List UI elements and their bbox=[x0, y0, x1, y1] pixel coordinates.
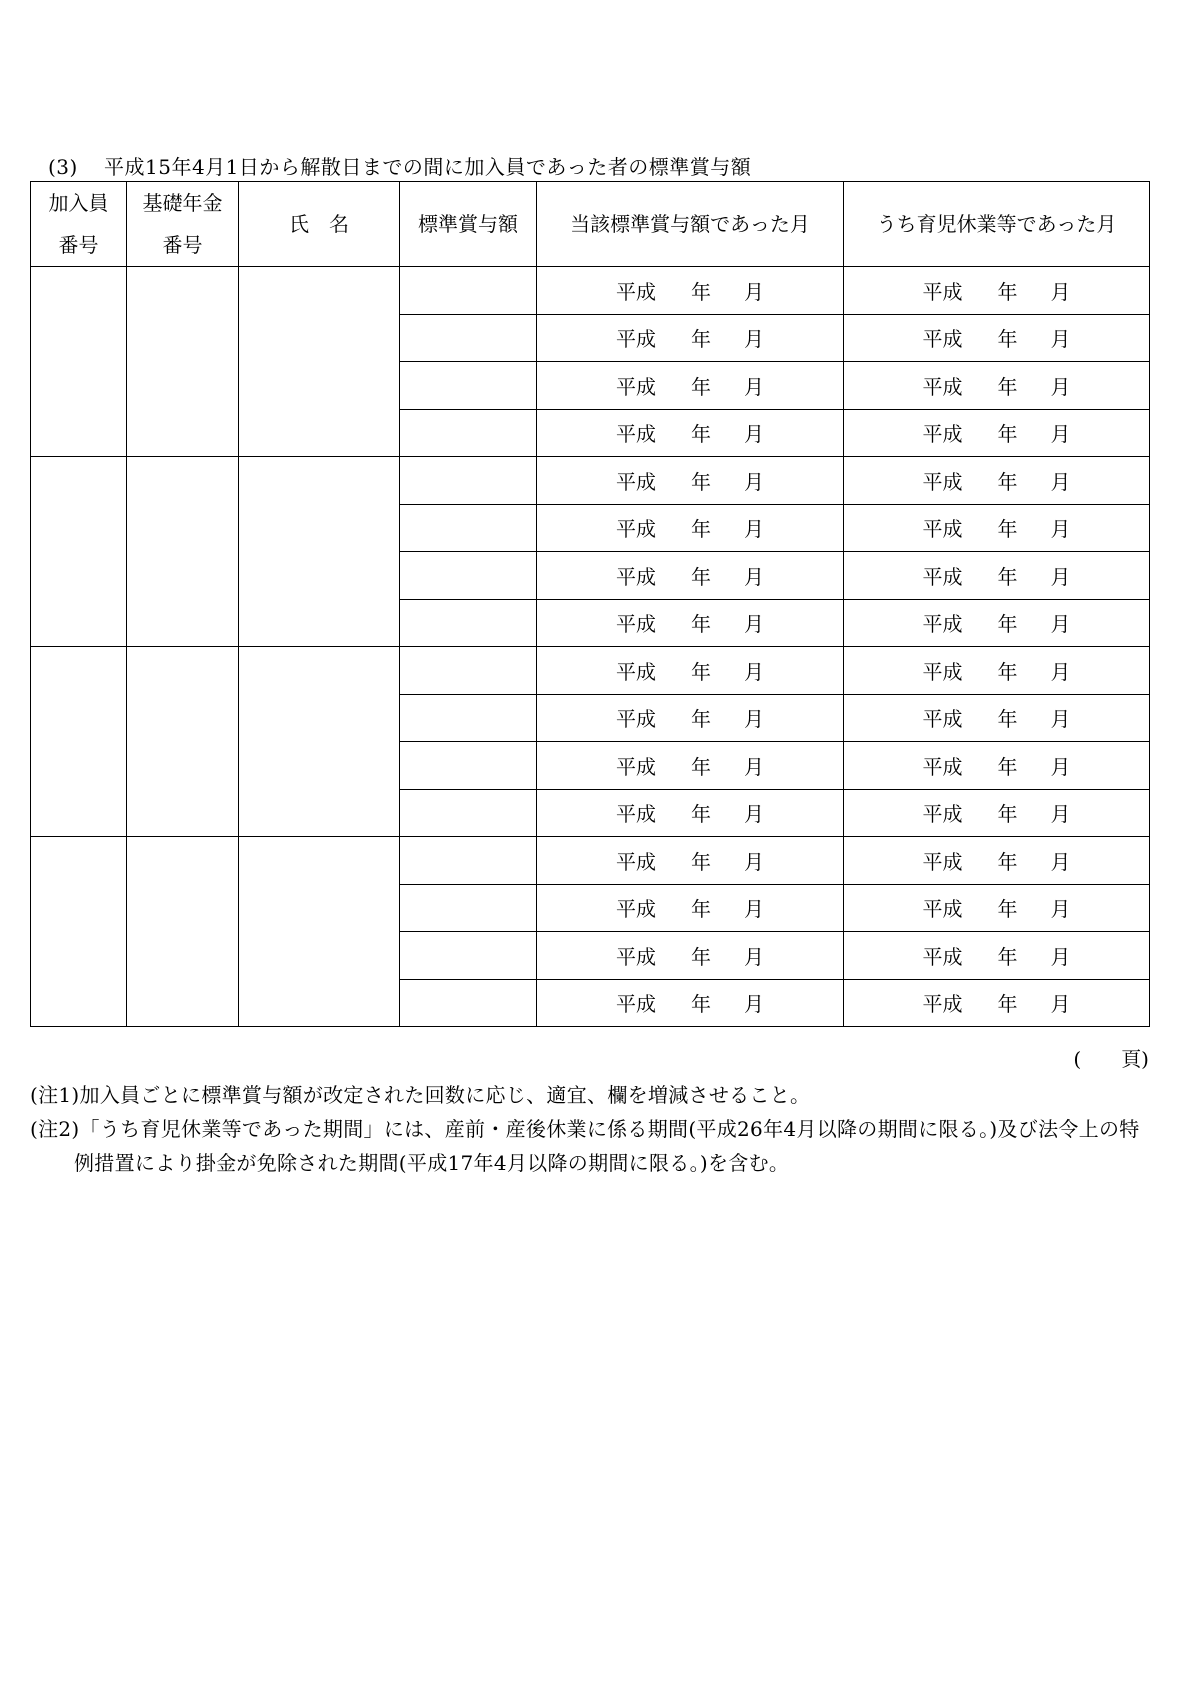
table-row bbox=[31, 457, 1150, 505]
bonus-month-cell[interactable] bbox=[537, 789, 844, 837]
bonus-month-cell[interactable] bbox=[537, 504, 844, 552]
member-number-cell[interactable] bbox=[31, 837, 127, 1027]
section-heading bbox=[48, 151, 751, 180]
member-number-cell[interactable] bbox=[31, 647, 127, 837]
date-year-label: 年 bbox=[691, 659, 711, 684]
date-year-label: 年 bbox=[691, 279, 711, 304]
date-year-label: 年 bbox=[997, 897, 1018, 922]
date-year-label: 年 bbox=[997, 944, 1018, 969]
pension-number-cell[interactable] bbox=[127, 267, 239, 457]
bonus-month-cell[interactable] bbox=[537, 457, 844, 505]
date-year-label: 年 bbox=[691, 374, 711, 399]
bonus-month-cell[interactable] bbox=[537, 647, 844, 695]
date-era-label: 平成 bbox=[922, 612, 963, 637]
header-member-number-line2: 番号 bbox=[58, 233, 99, 257]
date-year-label: 年 bbox=[997, 327, 1018, 352]
bonus-amount-cell[interactable] bbox=[400, 837, 537, 885]
date-month-label: 月 bbox=[744, 849, 764, 874]
date-era-label: 平成 bbox=[922, 849, 963, 874]
bonus-amount-cell[interactable] bbox=[400, 267, 537, 315]
bonus-amount-cell[interactable] bbox=[400, 932, 537, 980]
date-year-label: 年 bbox=[997, 849, 1018, 874]
bonus-amount-cell[interactable] bbox=[400, 789, 537, 837]
date-era-label: 平成 bbox=[616, 517, 656, 542]
date-era-label: 平成 bbox=[616, 564, 656, 589]
date-year-label: 年 bbox=[997, 469, 1018, 494]
date-year-label: 年 bbox=[997, 564, 1018, 589]
leave-month-cell[interactable] bbox=[844, 504, 1150, 552]
date-year-label: 年 bbox=[997, 374, 1018, 399]
date-month-label: 月 bbox=[744, 327, 764, 352]
date-month-label: 月 bbox=[1050, 374, 1071, 399]
date-era-label: 平成 bbox=[616, 422, 656, 447]
date-month-label: 月 bbox=[1050, 659, 1071, 684]
pension-number-cell[interactable] bbox=[127, 837, 239, 1027]
header-bonus-amount: 標準賞与額 bbox=[400, 182, 537, 267]
date-era-label: 平成 bbox=[616, 707, 656, 732]
header-bonus-month: 当該標準賞与額であった月 bbox=[537, 182, 844, 267]
date-year-label: 年 bbox=[997, 754, 1018, 779]
notes bbox=[30, 1078, 1155, 1180]
date-year-label: 年 bbox=[997, 802, 1018, 827]
date-era-label: 平成 bbox=[616, 374, 656, 399]
date-year-label: 年 bbox=[997, 517, 1018, 542]
date-era-label: 平成 bbox=[922, 897, 963, 922]
date-year-label: 年 bbox=[997, 422, 1018, 447]
leave-month-cell[interactable] bbox=[844, 362, 1150, 410]
page-number-close: 頁) bbox=[1121, 1047, 1149, 1071]
date-era-label: 平成 bbox=[922, 422, 963, 447]
date-era-label: 平成 bbox=[616, 279, 656, 304]
table-row bbox=[31, 267, 1150, 315]
date-year-label: 年 bbox=[691, 564, 711, 589]
bonus-month-cell[interactable] bbox=[537, 884, 844, 932]
header-member-number bbox=[31, 182, 127, 267]
date-year-label: 年 bbox=[997, 279, 1018, 304]
date-month-label: 月 bbox=[1050, 754, 1071, 779]
date-year-label: 年 bbox=[691, 992, 711, 1017]
date-era-label: 平成 bbox=[616, 612, 656, 637]
date-month-label: 月 bbox=[1050, 612, 1071, 637]
date-month-label: 月 bbox=[1050, 802, 1071, 827]
name-cell[interactable] bbox=[239, 647, 400, 837]
leave-month-cell[interactable] bbox=[844, 789, 1150, 837]
header-name: 氏 名 bbox=[239, 182, 400, 267]
bonus-month-cell[interactable] bbox=[537, 932, 844, 980]
date-month-label: 月 bbox=[744, 659, 764, 684]
page-number bbox=[1073, 1043, 1149, 1072]
date-year-label: 年 bbox=[691, 469, 711, 494]
date-era-label: 平成 bbox=[922, 279, 963, 304]
date-era-label: 平成 bbox=[922, 707, 963, 732]
date-month-label: 月 bbox=[744, 802, 764, 827]
date-era-label: 平成 bbox=[922, 564, 963, 589]
date-month-label: 月 bbox=[1050, 564, 1071, 589]
bonus-amount-cell[interactable] bbox=[400, 979, 537, 1027]
pension-number-cell[interactable] bbox=[127, 647, 239, 837]
leave-month-cell[interactable] bbox=[844, 552, 1150, 600]
date-era-label: 平成 bbox=[922, 374, 963, 399]
date-year-label: 年 bbox=[997, 707, 1018, 732]
bonus-month-cell[interactable] bbox=[537, 314, 844, 362]
name-cell[interactable] bbox=[239, 837, 400, 1027]
bonus-amount-cell[interactable] bbox=[400, 504, 537, 552]
bonus-month-cell[interactable] bbox=[537, 599, 844, 647]
bonus-month-cell[interactable] bbox=[537, 362, 844, 410]
bonus-amount-cell[interactable] bbox=[400, 362, 537, 410]
name-cell[interactable] bbox=[239, 457, 400, 647]
date-year-label: 年 bbox=[691, 802, 711, 827]
date-month-label: 月 bbox=[1050, 897, 1071, 922]
date-month-label: 月 bbox=[1050, 279, 1071, 304]
date-year-label: 年 bbox=[997, 612, 1018, 637]
date-month-label: 月 bbox=[744, 469, 764, 494]
date-year-label: 年 bbox=[691, 422, 711, 447]
date-era-label: 平成 bbox=[922, 517, 963, 542]
date-era-label: 平成 bbox=[616, 802, 656, 827]
date-year-label: 年 bbox=[691, 612, 711, 637]
leave-month-cell[interactable] bbox=[844, 409, 1150, 457]
leave-month-cell[interactable] bbox=[844, 267, 1150, 315]
header-member-number-line1: 加入員 bbox=[48, 191, 109, 215]
bonus-amount-cell[interactable] bbox=[400, 409, 537, 457]
page-number-open: ( bbox=[1073, 1047, 1082, 1071]
leave-month-cell[interactable] bbox=[844, 647, 1150, 695]
date-month-label: 月 bbox=[744, 944, 764, 969]
header-leave-month: うち育児休業等であった月 bbox=[844, 182, 1150, 267]
date-era-label: 平成 bbox=[616, 849, 656, 874]
bonus-amount-cell[interactable] bbox=[400, 599, 537, 647]
date-month-label: 月 bbox=[744, 517, 764, 542]
table-row bbox=[31, 647, 1150, 695]
date-era-label: 平成 bbox=[616, 327, 656, 352]
section-number: (3) bbox=[48, 155, 78, 179]
date-month-label: 月 bbox=[1050, 992, 1071, 1017]
date-era-label: 平成 bbox=[922, 754, 963, 779]
bonus-amount-cell[interactable] bbox=[400, 457, 537, 505]
bonus-month-cell[interactable] bbox=[537, 552, 844, 600]
leave-month-cell[interactable] bbox=[844, 837, 1150, 885]
bonus-table bbox=[30, 181, 1150, 1027]
bonus-month-cell[interactable] bbox=[537, 267, 844, 315]
bonus-month-cell[interactable] bbox=[537, 742, 844, 790]
bonus-amount-cell[interactable] bbox=[400, 694, 537, 742]
date-era-label: 平成 bbox=[616, 897, 656, 922]
date-era-label: 平成 bbox=[616, 992, 656, 1017]
note-2: (注2)「うち育児休業等であった期間」には、産前・産後休業に係る期間(平成26年4月以降の期間に限る。)及び法令上の特例措置により掛金が免除された期間(平成17年4月以降の期間に限る。)を含む。 bbox=[30, 1117, 1140, 1175]
date-month-label: 月 bbox=[1050, 469, 1071, 494]
member-number-cell[interactable] bbox=[31, 267, 127, 457]
date-month-label: 月 bbox=[744, 564, 764, 589]
date-era-label: 平成 bbox=[922, 659, 963, 684]
date-month-label: 月 bbox=[1050, 849, 1071, 874]
date-month-label: 月 bbox=[744, 374, 764, 399]
bonus-month-cell[interactable] bbox=[537, 979, 844, 1027]
bonus-amount-cell[interactable] bbox=[400, 742, 537, 790]
date-year-label: 年 bbox=[691, 327, 711, 352]
date-year-label: 年 bbox=[691, 517, 711, 542]
date-year-label: 年 bbox=[691, 897, 711, 922]
bonus-month-cell[interactable] bbox=[537, 694, 844, 742]
header-pension-number-line2: 番号 bbox=[162, 233, 203, 257]
date-year-label: 年 bbox=[691, 849, 711, 874]
leave-month-cell[interactable] bbox=[844, 314, 1150, 362]
leave-month-cell[interactable] bbox=[844, 742, 1150, 790]
bonus-amount-cell[interactable] bbox=[400, 647, 537, 695]
leave-month-cell[interactable] bbox=[844, 457, 1150, 505]
bonus-month-cell[interactable] bbox=[537, 409, 844, 457]
header-pension-number-line1: 基礎年金 bbox=[142, 191, 223, 215]
date-month-label: 月 bbox=[1050, 327, 1071, 352]
date-era-label: 平成 bbox=[922, 469, 963, 494]
bonus-amount-cell[interactable] bbox=[400, 552, 537, 600]
member-number-cell[interactable] bbox=[31, 457, 127, 647]
date-era-label: 平成 bbox=[922, 327, 963, 352]
date-era-label: 平成 bbox=[922, 802, 963, 827]
header-pension-number bbox=[127, 182, 239, 267]
date-era-label: 平成 bbox=[922, 992, 963, 1017]
date-year-label: 年 bbox=[691, 944, 711, 969]
date-month-label: 月 bbox=[744, 279, 764, 304]
name-cell[interactable] bbox=[239, 267, 400, 457]
date-era-label: 平成 bbox=[616, 469, 656, 494]
pension-number-cell[interactable] bbox=[127, 457, 239, 647]
date-era-label: 平成 bbox=[616, 754, 656, 779]
bonus-amount-cell[interactable] bbox=[400, 314, 537, 362]
date-month-label: 月 bbox=[744, 422, 764, 447]
table-body bbox=[31, 267, 1150, 1027]
leave-month-cell[interactable] bbox=[844, 599, 1150, 647]
table-row bbox=[31, 837, 1150, 885]
date-era-label: 平成 bbox=[616, 659, 656, 684]
date-month-label: 月 bbox=[1050, 517, 1071, 542]
date-year-label: 年 bbox=[997, 659, 1018, 684]
section-title: 平成15年4月1日から解散日までの間に加入員であった者の標準賞与額 bbox=[104, 155, 752, 179]
date-era-label: 平成 bbox=[922, 944, 963, 969]
table-header-row bbox=[31, 182, 1150, 267]
bonus-month-cell[interactable] bbox=[537, 837, 844, 885]
date-month-label: 月 bbox=[1050, 707, 1071, 732]
date-era-label: 平成 bbox=[616, 944, 656, 969]
leave-month-cell[interactable] bbox=[844, 979, 1150, 1027]
date-month-label: 月 bbox=[744, 612, 764, 637]
note-1: (注1)加入員ごとに標準賞与額が改定された回数に応じ、適宜、欄を増減させること。 bbox=[30, 1083, 811, 1107]
leave-month-cell[interactable] bbox=[844, 884, 1150, 932]
bonus-amount-cell[interactable] bbox=[400, 884, 537, 932]
date-month-label: 月 bbox=[744, 897, 764, 922]
date-month-label: 月 bbox=[1050, 944, 1071, 969]
date-month-label: 月 bbox=[744, 754, 764, 779]
leave-month-cell[interactable] bbox=[844, 932, 1150, 980]
date-month-label: 月 bbox=[744, 992, 764, 1017]
date-year-label: 年 bbox=[691, 707, 711, 732]
date-year-label: 年 bbox=[997, 992, 1018, 1017]
leave-month-cell[interactable] bbox=[844, 694, 1150, 742]
date-month-label: 月 bbox=[1050, 422, 1071, 447]
date-year-label: 年 bbox=[691, 754, 711, 779]
date-month-label: 月 bbox=[744, 707, 764, 732]
